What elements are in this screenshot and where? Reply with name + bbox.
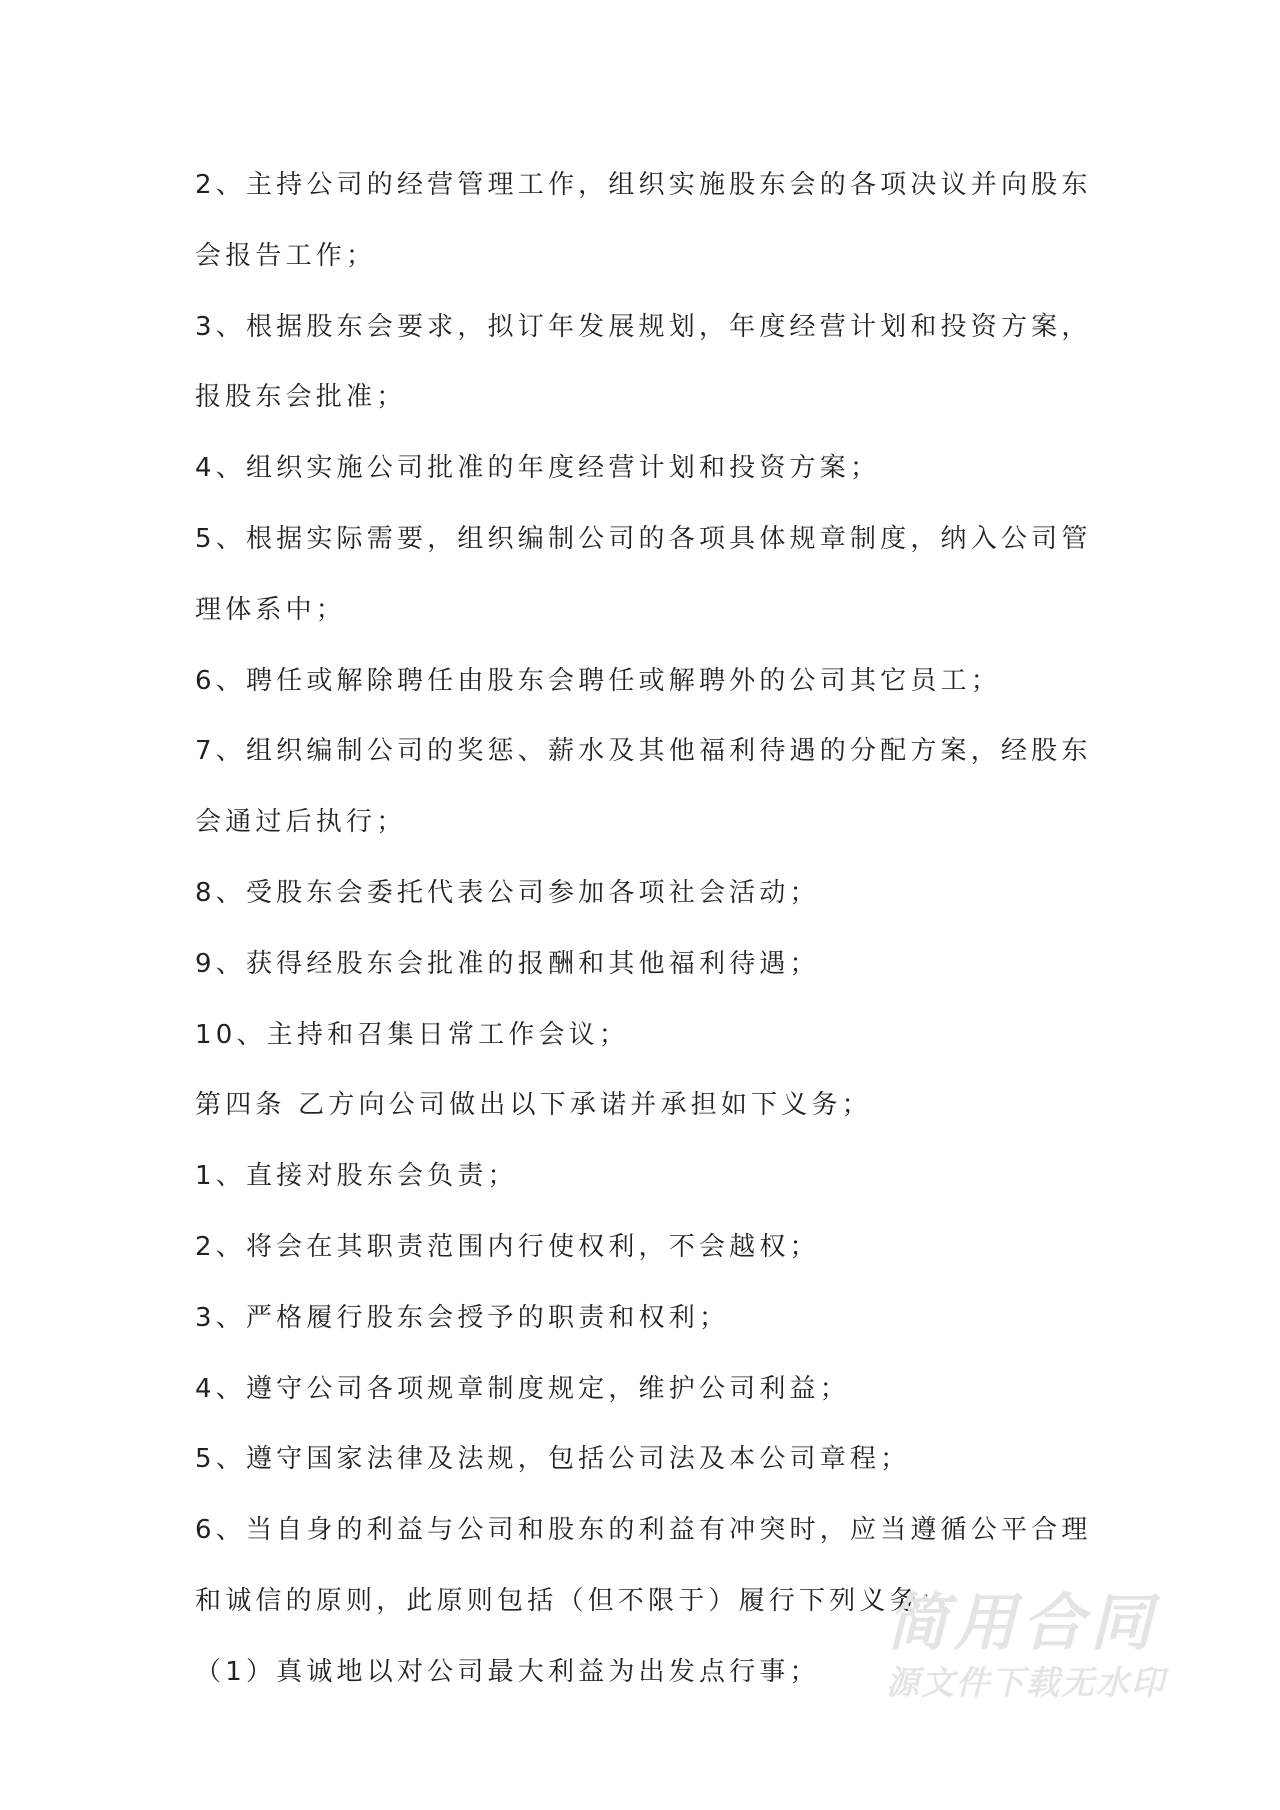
watermark-title: 简用合同	[886, 1586, 1159, 1659]
document-line: 和诚信的原则，此原则包括（但不限于）履行下列义务：	[195, 1585, 951, 1616]
document-line: 5、遵守国家法律及法规，包括公司法及本公司章程；	[195, 1444, 911, 1475]
document-line: 5、根据实际需要，组织编制公司的各项具体规章制度，纳入公司管	[195, 523, 1092, 554]
document-line: 10、主持和召集日常工作会议；	[195, 1019, 630, 1050]
document-line: 1、直接对股东会负责；	[195, 1161, 518, 1192]
document-line: 理体系中；	[195, 594, 347, 625]
document-line: 3、严格履行股东会授予的职责和权利；	[195, 1302, 730, 1333]
document-line: 9、获得经股东会批准的报酬和其他福利待遇；	[195, 948, 820, 979]
document-line: 2、将会在其职责范围内行使权利，不会越权；	[195, 1231, 820, 1262]
watermark	[886, 1588, 1186, 1708]
document-line: 3、根据股东会要求，拟订年发展规划，年度经营计划和投资方案，	[195, 311, 1092, 342]
document-line: 7、组织编制公司的奖惩、薪水及其他福利待遇的分配方案，经股东	[195, 736, 1092, 767]
document-line: 报股东会批准；	[195, 382, 407, 413]
document-line: 第四条 乙方向公司做出以下承诺并承担如下义务；	[195, 1090, 872, 1121]
document-line: 6、当自身的利益与公司和股东的利益有冲突时，应当遵循公平合理	[195, 1515, 1092, 1546]
document-line: 4、组织实施公司批准的年度经营计划和投资方案；	[195, 453, 881, 484]
document-line: 会报告工作；	[195, 240, 377, 271]
watermark-subtitle: 源文件下载无水印	[886, 1663, 1166, 1702]
document-line: 8、受股东会委托代表公司参加各项社会活动；	[195, 877, 820, 908]
document-line: 6、聘任或解除聘任由股东会聘任或解聘外的公司其它员工；	[195, 665, 1001, 696]
document-line: 2、主持公司的经营管理工作，组织实施股东会的各项决议并向股东	[195, 170, 1092, 200]
document-body	[195, 150, 1095, 1708]
document-line: （1）真诚地以对公司最大利益为出发点行事；	[195, 1656, 820, 1687]
document-line: 4、遵守公司各项规章制度规定，维护公司利益；	[195, 1373, 850, 1404]
document-line: 会通过后执行；	[195, 807, 407, 838]
